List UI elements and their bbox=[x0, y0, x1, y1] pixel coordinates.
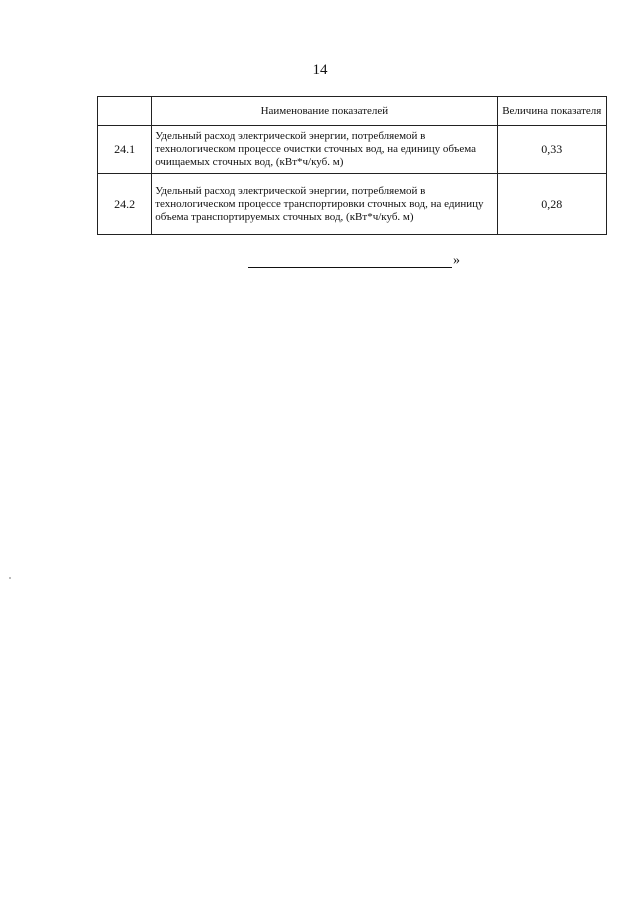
table-header-row bbox=[98, 97, 607, 126]
row-name-cell: Удельный расход электрической энергии, потребляемой в технологическом процессе транспортировки сточных вод, на единицу объема транспортируемых сточных вод, (кВт*ч/куб. м) bbox=[152, 174, 497, 235]
row-value-cell: 0,28 bbox=[497, 174, 606, 235]
header-number-cell bbox=[98, 97, 152, 126]
row-number-cell: 24.2 bbox=[98, 174, 152, 235]
row-number-cell: 24.1 bbox=[98, 126, 152, 174]
closing-rule bbox=[248, 255, 452, 268]
page-number: 14 bbox=[312, 62, 328, 78]
table-row bbox=[98, 126, 607, 174]
header-value-cell: Величина показателя bbox=[497, 97, 606, 126]
header-name-cell: Наименование показателей bbox=[152, 97, 497, 126]
row-name-cell: Удельный расход электрической энергии, потребляемой в технологическом процессе очистки сточных вод, на единицу объема очищаемых сточных вод, (кВт*ч/куб. м) bbox=[152, 126, 497, 174]
table-row bbox=[98, 174, 607, 235]
row-value-cell: 0,33 bbox=[497, 126, 606, 174]
closing-quote-mark: » bbox=[453, 253, 460, 268]
scan-speck bbox=[9, 577, 11, 579]
closing-line-block bbox=[248, 252, 460, 268]
indicators-table bbox=[97, 96, 607, 235]
